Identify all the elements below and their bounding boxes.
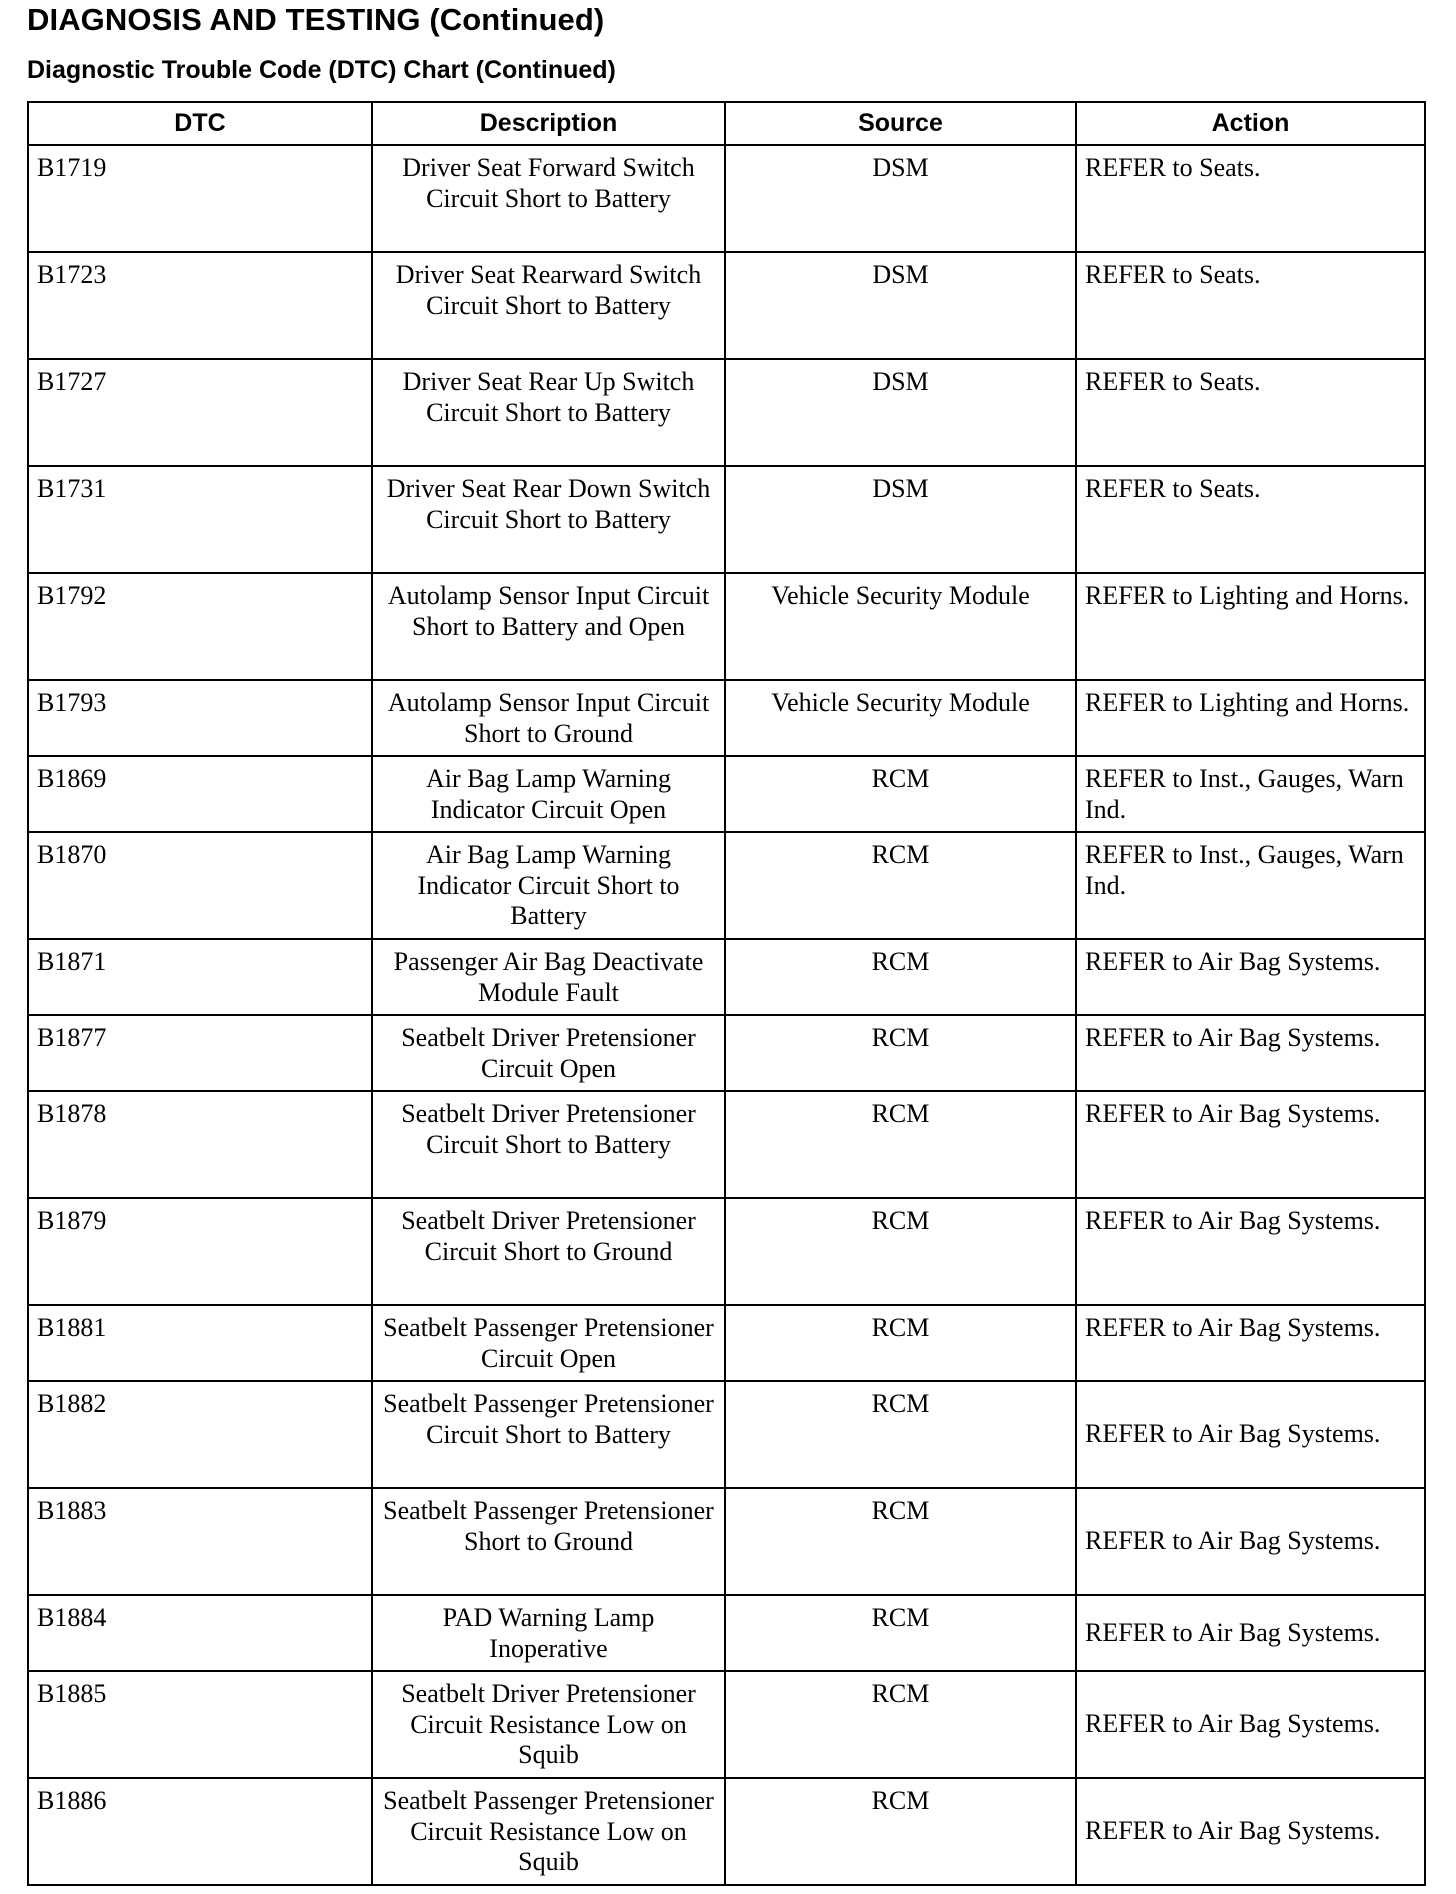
dtc-description: Seatbelt Driver Pretensioner Circuit Resistance Low on Squib [372, 1671, 725, 1778]
dtc-action: REFER to Lighting and Horns. [1076, 573, 1425, 680]
dtc-description: Seatbelt Driver Pretensioner Circuit Open [372, 1015, 725, 1091]
section-subtitle: Diagnostic Trouble Code (DTC) Chart (Continued) [27, 56, 616, 84]
dtc-source: Vehicle Security Module [725, 573, 1076, 680]
dtc-code: B1871 [28, 939, 372, 1015]
dtc-source: RCM [725, 832, 1076, 939]
table-row [28, 359, 1425, 466]
column-header-description: Description [372, 102, 725, 145]
dtc-action: REFER to Seats. [1076, 466, 1425, 573]
dtc-code: B1883 [28, 1488, 372, 1595]
dtc-source: DSM [725, 145, 1076, 252]
dtc-description: Driver Seat Forward Switch Circuit Short to Battery [372, 145, 725, 252]
dtc-action: REFER to Air Bag Systems. [1076, 1381, 1425, 1488]
dtc-action: REFER to Inst., Gauges, Warn Ind. [1076, 756, 1425, 832]
dtc-description: PAD Warning Lamp Inoperative [372, 1595, 725, 1671]
dtc-action: REFER to Seats. [1076, 359, 1425, 466]
dtc-description: Autolamp Sensor Input Circuit Short to Ground [372, 680, 725, 756]
dtc-action: REFER to Air Bag Systems. [1076, 1015, 1425, 1091]
dtc-description: Seatbelt Driver Pretensioner Circuit Short to Battery [372, 1091, 725, 1198]
dtc-action: REFER to Seats. [1076, 145, 1425, 252]
column-header-dtc: DTC [28, 102, 372, 145]
dtc-description: Seatbelt Passenger Pretensioner Circuit Open [372, 1305, 725, 1381]
dtc-code: B1882 [28, 1381, 372, 1488]
column-header-source: Source [725, 102, 1076, 145]
dtc-table [27, 101, 1426, 1886]
dtc-action: REFER to Air Bag Systems. [1076, 1671, 1425, 1778]
dtc-action: REFER to Air Bag Systems. [1076, 939, 1425, 1015]
table-row [28, 756, 1425, 832]
dtc-source: RCM [725, 756, 1076, 832]
table-row [28, 1198, 1425, 1305]
dtc-source: RCM [725, 1015, 1076, 1091]
dtc-description: Driver Seat Rear Up Switch Circuit Short to Battery [372, 359, 725, 466]
dtc-action: REFER to Lighting and Horns. [1076, 680, 1425, 756]
dtc-action: REFER to Seats. [1076, 252, 1425, 359]
dtc-code: B1792 [28, 573, 372, 680]
dtc-source: RCM [725, 1671, 1076, 1778]
dtc-description: Passenger Air Bag Deactivate Module Fault [372, 939, 725, 1015]
table-row [28, 832, 1425, 939]
dtc-source: RCM [725, 1488, 1076, 1595]
dtc-action: REFER to Air Bag Systems. [1076, 1595, 1425, 1671]
dtc-description: Air Bag Lamp Warning Indicator Circuit Open [372, 756, 725, 832]
dtc-source: RCM [725, 1595, 1076, 1671]
dtc-action: REFER to Air Bag Systems. [1076, 1198, 1425, 1305]
table-row [28, 1488, 1425, 1595]
table-row [28, 1778, 1425, 1885]
table-row [28, 1671, 1425, 1778]
dtc-code: B1723 [28, 252, 372, 359]
dtc-code: B1879 [28, 1198, 372, 1305]
dtc-description: Seatbelt Passenger Pretensioner Circuit Resistance Low on Squib [372, 1778, 725, 1885]
dtc-source: RCM [725, 1091, 1076, 1198]
dtc-code: B1886 [28, 1778, 372, 1885]
dtc-action: REFER to Air Bag Systems. [1076, 1778, 1425, 1885]
dtc-source: RCM [725, 1778, 1076, 1885]
dtc-code: B1878 [28, 1091, 372, 1198]
dtc-code: B1870 [28, 832, 372, 939]
dtc-code: B1885 [28, 1671, 372, 1778]
dtc-code: B1719 [28, 145, 372, 252]
dtc-source: DSM [725, 252, 1076, 359]
dtc-source: Vehicle Security Module [725, 680, 1076, 756]
table-row [28, 939, 1425, 1015]
table-row [28, 252, 1425, 359]
dtc-code: B1731 [28, 466, 372, 573]
table-row [28, 1381, 1425, 1488]
dtc-source: RCM [725, 1305, 1076, 1381]
dtc-source: RCM [725, 1198, 1076, 1305]
table-row [28, 573, 1425, 680]
dtc-action: REFER to Air Bag Systems. [1076, 1091, 1425, 1198]
table-row [28, 466, 1425, 573]
dtc-description: Air Bag Lamp Warning Indicator Circuit Short to Battery [372, 832, 725, 939]
table-row [28, 1595, 1425, 1671]
dtc-code: B1881 [28, 1305, 372, 1381]
table-row [28, 1305, 1425, 1381]
dtc-action: REFER to Inst., Gauges, Warn Ind. [1076, 832, 1425, 939]
column-header-action: Action [1076, 102, 1425, 145]
dtc-action: REFER to Air Bag Systems. [1076, 1305, 1425, 1381]
table-row [28, 1015, 1425, 1091]
dtc-code: B1727 [28, 359, 372, 466]
dtc-code: B1869 [28, 756, 372, 832]
dtc-source: DSM [725, 466, 1076, 573]
document-page [27, 0, 1427, 1876]
dtc-description: Seatbelt Passenger Pretensioner Circuit Short to Battery [372, 1381, 725, 1488]
table-header-row [28, 102, 1425, 145]
dtc-description: Autolamp Sensor Input Circuit Short to Battery and Open [372, 573, 725, 680]
dtc-description: Seatbelt Passenger Pretensioner Short to Ground [372, 1488, 725, 1595]
dtc-code: B1877 [28, 1015, 372, 1091]
page-title: DIAGNOSIS AND TESTING (Continued) [27, 2, 605, 37]
dtc-source: DSM [725, 359, 1076, 466]
table-row [28, 1091, 1425, 1198]
dtc-description: Driver Seat Rearward Switch Circuit Short to Battery [372, 252, 725, 359]
dtc-source: RCM [725, 939, 1076, 1015]
table-row [28, 680, 1425, 756]
dtc-source: RCM [725, 1381, 1076, 1488]
dtc-action: REFER to Air Bag Systems. [1076, 1488, 1425, 1595]
dtc-code: B1884 [28, 1595, 372, 1671]
dtc-description: Driver Seat Rear Down Switch Circuit Short to Battery [372, 466, 725, 573]
table-row [28, 145, 1425, 252]
dtc-description: Seatbelt Driver Pretensioner Circuit Short to Ground [372, 1198, 725, 1305]
dtc-code: B1793 [28, 680, 372, 756]
